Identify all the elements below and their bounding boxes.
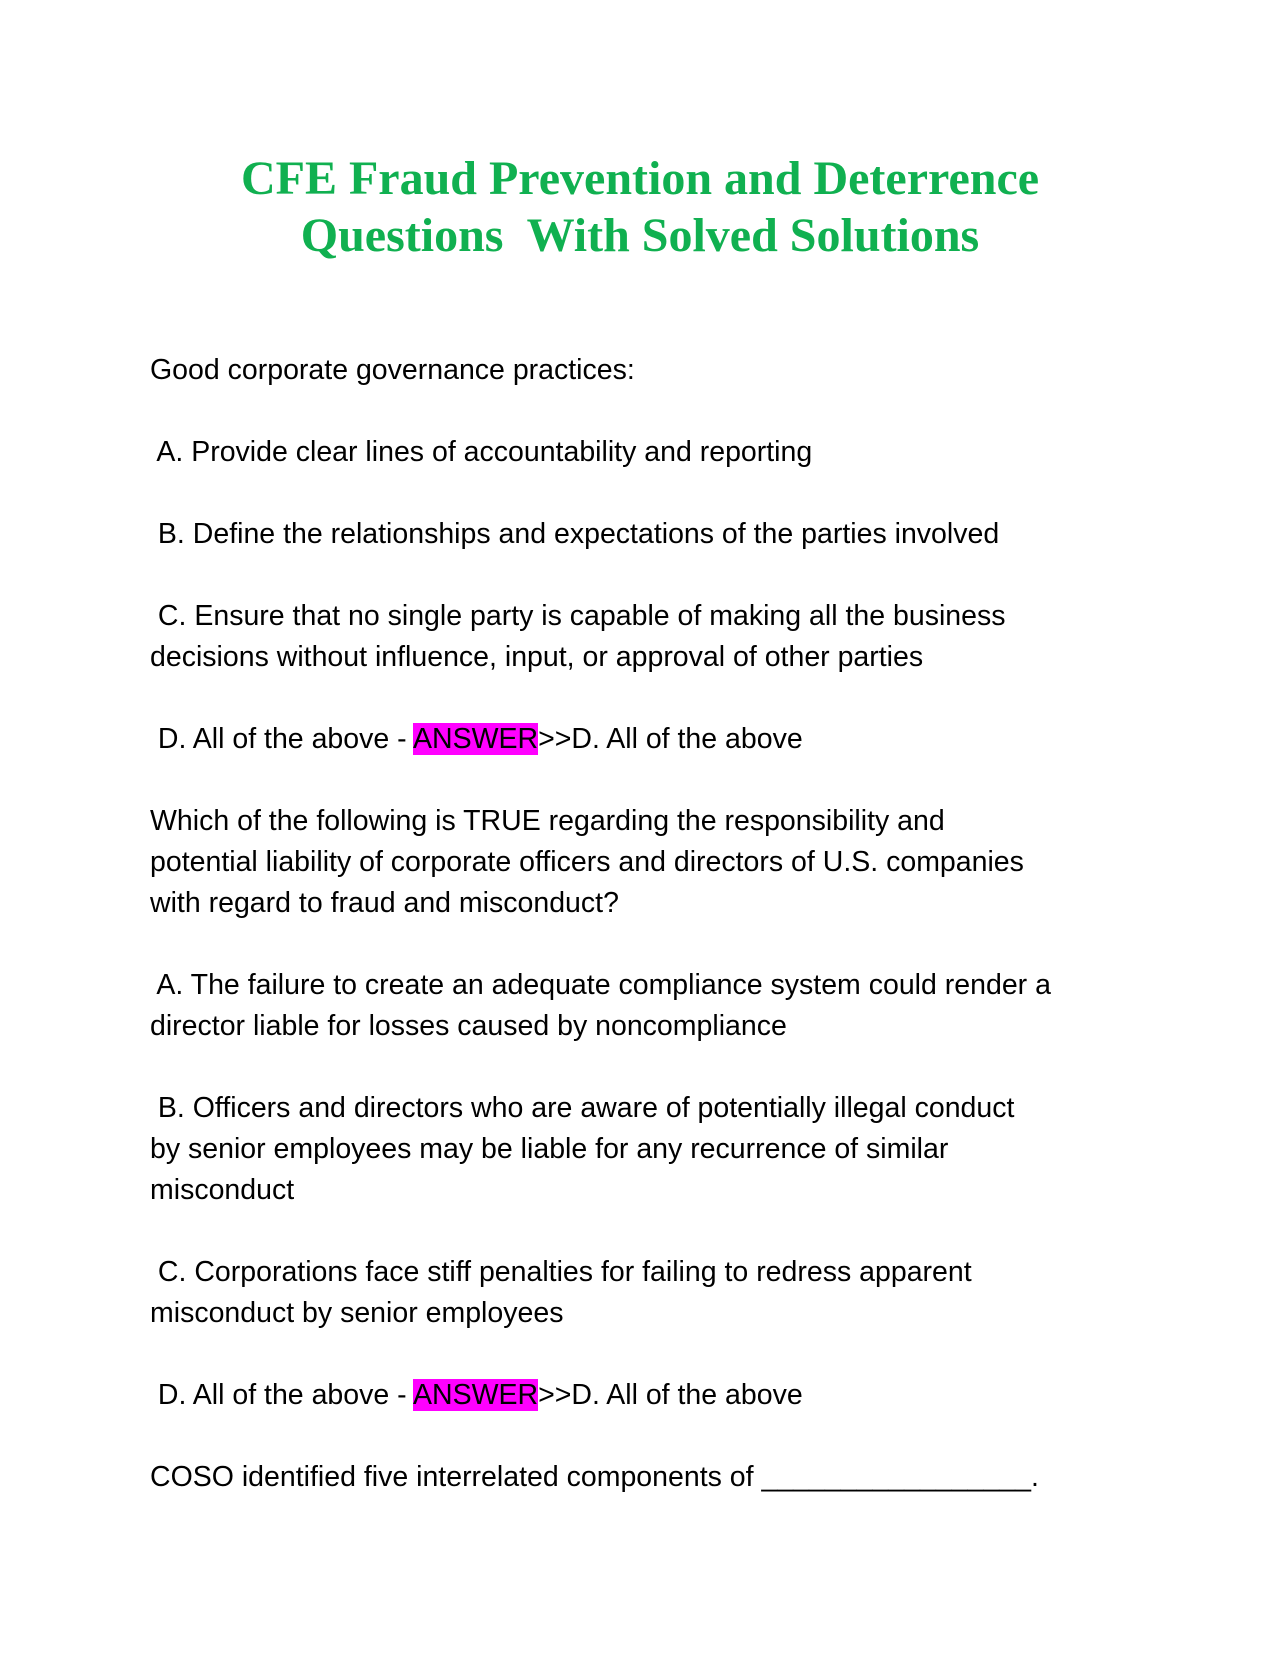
option-text-line: director liable for losses caused by noncompliance (150, 1010, 787, 1042)
question-text-line: COSO identified five interrelated components of _________________. (150, 1461, 1039, 1493)
answer-line (150, 1375, 1140, 1416)
title-line-2: Questions With Solved Solutions (300, 209, 980, 262)
option-a (150, 965, 1140, 1047)
option-d-with-answer (150, 719, 1140, 760)
document-title (0, 150, 1280, 264)
title-line-1: CFE Fraud Prevention and Deterrence (240, 152, 1040, 205)
document-body (150, 350, 1140, 1539)
option-b (150, 1088, 1140, 1211)
option-text-line: A. The failure to create an adequate compliance system could render a (150, 969, 1051, 1001)
answer-text: >>D. All of the above (538, 723, 803, 755)
option-text-line: C. Corporations face stiff penalties for failing to redress apparent (150, 1256, 972, 1288)
answer-line (150, 719, 1140, 760)
option-text-line: by senior employees may be liable for any recurrence of similar (150, 1133, 949, 1165)
question-2 (150, 801, 1140, 924)
question-1 (150, 350, 1140, 391)
option-text-line: decisions without influence, input, or approval of other parties (150, 641, 924, 673)
answer-highlight-label: ANSWER (413, 723, 539, 755)
answer-text: >>D. All of the above (538, 1379, 803, 1411)
question-text-line: potential liability of corporate officers and directors of U.S. companies (150, 846, 1024, 878)
option-text-line: misconduct (150, 1174, 295, 1206)
option-d-with-answer (150, 1375, 1140, 1416)
question-text-line: Good corporate governance practices: (150, 354, 635, 386)
option-b (150, 514, 1140, 555)
option-text-line: B. Define the relationships and expectations of the parties involved (150, 518, 1000, 550)
question-text-line: with regard to fraud and misconduct? (150, 887, 619, 919)
option-text-line: misconduct by senior employees (150, 1297, 564, 1329)
question-3 (150, 1457, 1140, 1498)
option-text-line: C. Ensure that no single party is capable of making all the business (150, 600, 1006, 632)
option-d-text: D. All of the above - (150, 723, 413, 755)
option-c (150, 596, 1140, 678)
option-text-line: A. Provide clear lines of accountability and reporting (150, 436, 813, 468)
answer-highlight-label: ANSWER (413, 1379, 539, 1411)
option-d-text: D. All of the above - (150, 1379, 413, 1411)
option-a (150, 432, 1140, 473)
question-text-line: Which of the following is TRUE regarding the responsibility and (150, 805, 945, 837)
option-text-line: B. Officers and directors who are aware of potentially illegal conduct (150, 1092, 1015, 1124)
option-c (150, 1252, 1140, 1334)
